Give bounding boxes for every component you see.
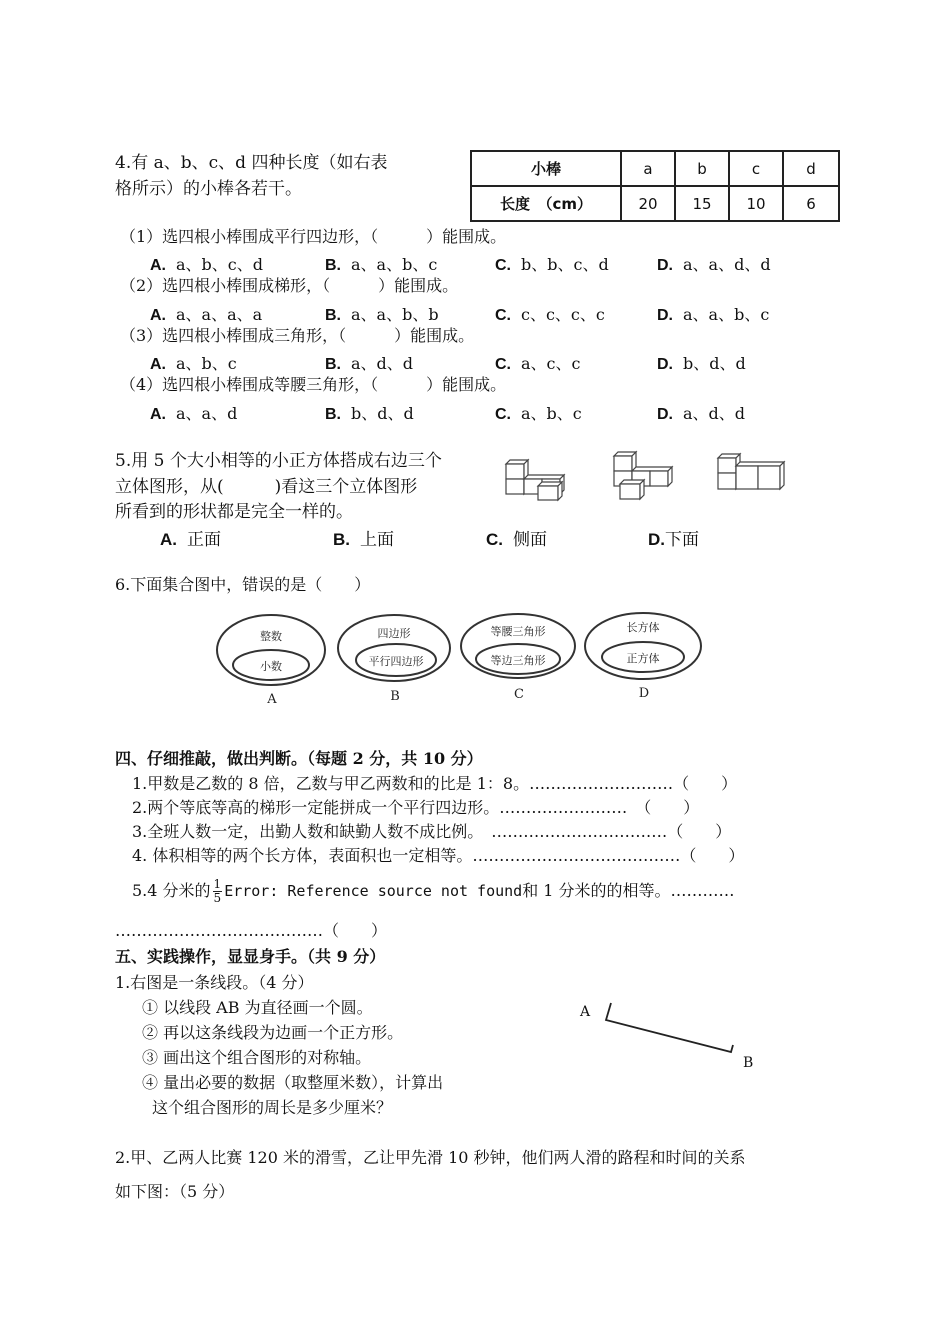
q5-line3: 所看到的形状都是完全一样的。: [115, 502, 353, 522]
section4-title: 四、仔细推敲，做出判断。（每题 2 分，共 10 分）: [115, 749, 483, 768]
reference-error-text: Error: Reference source not found: [224, 882, 523, 900]
q4-sub4-option-a: A. a、a、d: [150, 404, 238, 423]
s5-q2-line2: 如下图：（5 分）: [115, 1182, 235, 1201]
judgment-item-4: 4. 体积相等的两个长方体，表面积也一定相等。…………………………………（ ）: [132, 846, 745, 865]
q4-sub2-option-d: D. a、a、b、c: [657, 305, 770, 324]
segment-ab: [570, 995, 770, 1075]
judgment-item-2: 2.两个等底等高的梯形一定能拼成一个平行四边形。…………………… （ ）: [132, 798, 700, 817]
table-col-d: d: [783, 151, 839, 186]
s5-q1-stem: 1.右图是一条线段。（4 分）: [115, 973, 314, 992]
judgment-item-5-cont: …………………………………（ ）: [115, 921, 388, 940]
q4-sub4: （4）选四根小棒围成等腰三角形，（ ）能围成。: [120, 375, 507, 394]
cube-figure-2: [614, 452, 672, 499]
diagram-c-outer: 等腰三角形: [490, 625, 546, 638]
s5-q2-line1: 2.甲、乙两人比赛 120 米的滑雪，乙让甲先滑 10 秒钟，他们两人滑的路程和时间的关系: [115, 1148, 746, 1167]
q4-stem-line1: 4.有 a、b、c、d 四种长度（如右表: [115, 153, 388, 173]
judgment-item-3: 3.全班人数一定，出勤人数和缺勤人数不成比例。 ……………………………（ ）: [132, 822, 732, 841]
q4-sub2-option-a: A. a、a、a、a: [150, 305, 263, 324]
table-value-c: 10: [729, 186, 783, 221]
judgment-item-5: 5.4 分米的 $\frac{1}{5}$ Error: Reference source not found和 1 分米的的相等。…………: [132, 877, 735, 905]
table-col-c: c: [729, 151, 783, 186]
q4-stem-line2: 格所示）的小棒各若干。: [115, 179, 302, 199]
diagram-a-letter: A: [267, 692, 277, 707]
stick-length-table: [470, 150, 840, 222]
q4-sub4-option-d: D. a、d、d: [657, 404, 746, 423]
diagram-b-letter: B: [390, 689, 400, 704]
table-col-a: a: [621, 151, 675, 186]
q4-sub4-option-c: C. a、b、c: [495, 404, 582, 423]
q5-option-b: B. 上面: [333, 530, 394, 550]
diagram-a-outer: 整数: [260, 630, 282, 643]
table-head-stick: 小棒: [471, 151, 621, 186]
q4-sub2-option-b: B. a、a、b、b: [325, 305, 439, 324]
set-diagrams: [210, 608, 710, 708]
s5-q1-step3: ③ 画出这个组合图形的对称轴。: [142, 1048, 372, 1067]
cube-figure-3: [718, 454, 784, 489]
q4-sub1-option-b: B. a、a、b、c: [325, 255, 438, 274]
q5-line1: 5.用 5 个大小相等的小正方体搭成右边三个: [115, 451, 442, 471]
diagram-d-outer: 长方体: [626, 621, 660, 634]
s5-q1-step1: ① 以线段 AB 为直径画一个圆。: [142, 998, 373, 1017]
diagram-b-inner: 平行四边形: [368, 655, 424, 668]
q4-sub2: （2）选四根小棒围成梯形，（ ）能围成。: [120, 276, 459, 295]
diagram-d-inner: 正方体: [626, 652, 660, 665]
section5-title: 五、实践操作，显显身手。（共 9 分）: [115, 947, 386, 966]
q4-sub1: （1）选四根小棒围成平行四边形，（ ）能围成。: [120, 227, 507, 246]
q4-sub3-option-c: C. a、c、c: [495, 354, 581, 373]
q4-sub1-option-d: D. a、a、d、d: [657, 255, 771, 274]
table-value-a: 20: [621, 186, 675, 221]
q4-sub3-option-b: B. a、d、d: [325, 354, 414, 373]
q5-line2: 立体图形，从( )看这三个立体图形: [115, 477, 418, 497]
point-a-label: A: [580, 1004, 591, 1020]
q4-sub2-option-c: C. c、c、c、c: [495, 305, 605, 324]
diagram-d-letter: D: [638, 686, 650, 701]
s5-q1-step4: ④ 量出必要的数据（取整厘米数），计算出: [142, 1073, 444, 1092]
q5-option-a: A. 正面: [160, 530, 221, 550]
diagram-c-inner: 等边三角形: [490, 654, 546, 667]
q5-option-d: D.下面: [648, 530, 699, 550]
q4-sub4-option-b: B. b、d、d: [325, 404, 414, 423]
table-value-d: 6: [783, 186, 839, 221]
table-value-b: 15: [675, 186, 729, 221]
judgment-item-1: 1.甲数是乙数的 8 倍，乙数与甲乙两数和的比是 1：8。………………………（ ）: [132, 774, 738, 793]
q4-sub1-option-c: C. b、b、c、d: [495, 255, 609, 274]
q4-sub3: （3）选四根小棒围成三角形，（ ）能围成。: [120, 326, 475, 345]
s5-q1-step4-cont: 这个组合图形的周长是多少厘米？: [152, 1098, 393, 1117]
diagram-c-letter: C: [514, 687, 524, 702]
diagram-a-inner: 小数: [260, 660, 282, 673]
point-b-label: B: [743, 1055, 754, 1071]
cube-figure-1: [506, 460, 564, 500]
cube-figures: [500, 444, 790, 504]
fraction-one-fifth: $\frac{1}{5}$: [213, 877, 222, 905]
table-col-b: b: [675, 151, 729, 186]
q4-sub3-option-d: D. b、d、d: [657, 354, 746, 373]
q4-sub3-option-a: A. a、b、c: [150, 354, 237, 373]
q6-stem: 6.下面集合图中，错误的是（ ）: [115, 575, 371, 594]
q4-sub1-option-a: A. a、b、c、d: [150, 255, 263, 274]
s5-q1-step2: ② 再以这条线段为边画一个正方形。: [142, 1023, 404, 1042]
diagram-b-outer: 四边形: [377, 627, 411, 640]
table-head-length: 长度 （cm）: [471, 186, 621, 221]
q5-option-c: C. 侧面: [486, 530, 547, 550]
